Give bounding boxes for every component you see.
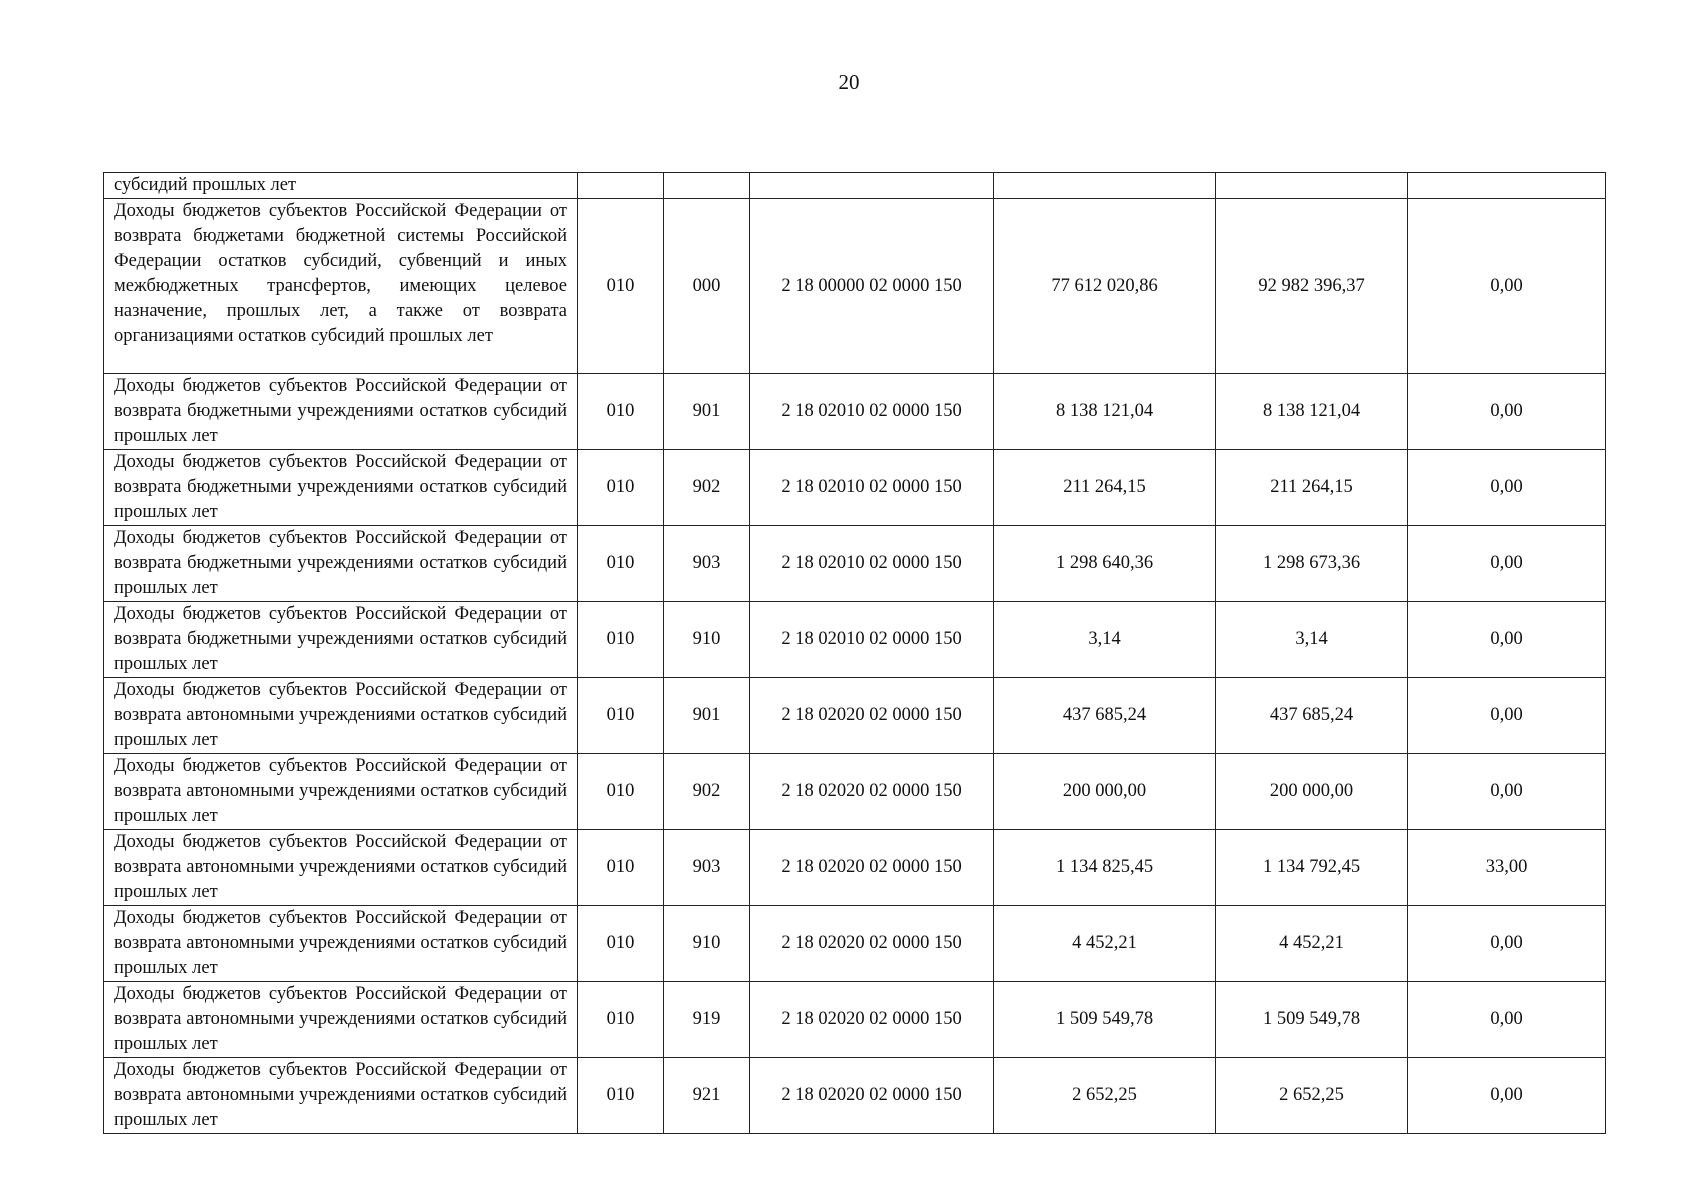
row-value1: 8 138 121,04 [994, 374, 1216, 450]
row-description: Доходы бюджетов субъектов Российской Федерации от возврата бюджетами бюджетной системы Российской Федерации остатков субсидий, субвенций и иных межбюджетных трансфертов, имеющих целевое назначение, прошлых лет, а также от возврата организациями остатков субсидий прошлых лет [104, 199, 578, 374]
row-value1: 437 685,24 [994, 678, 1216, 754]
row-kbk: 2 18 02010 02 0000 150 [750, 450, 994, 526]
row-value3: 0,00 [1408, 982, 1606, 1058]
row-value1: 1 298 640,36 [994, 526, 1216, 602]
row-code1: 010 [578, 526, 664, 602]
table-row [104, 678, 1606, 754]
table-row [104, 906, 1606, 982]
row-code2: 910 [664, 906, 750, 982]
row-description: Доходы бюджетов субъектов Российской Федерации от возврата автономными учреждениями остатков субсидий прошлых лет [104, 678, 578, 754]
row-value2: 1 298 673,36 [1216, 526, 1408, 602]
row-code2: 000 [664, 199, 750, 374]
row-value3: 0,00 [1408, 602, 1606, 678]
row-code1: 010 [578, 374, 664, 450]
row-description: Доходы бюджетов субъектов Российской Федерации от возврата бюджетными учреждениями остатков субсидий прошлых лет [104, 450, 578, 526]
row-kbk: 2 18 02020 02 0000 150 [750, 1058, 994, 1134]
row-value3: 0,00 [1408, 678, 1606, 754]
row-description: Доходы бюджетов субъектов Российской Федерации от возврата автономными учреждениями остатков субсидий прошлых лет [104, 754, 578, 830]
row-description: Доходы бюджетов субъектов Российской Федерации от возврата бюджетными учреждениями остатков субсидий прошлых лет [104, 374, 578, 450]
row-code2: 901 [664, 374, 750, 450]
row-code2: 921 [664, 1058, 750, 1134]
row-code1: 010 [578, 1058, 664, 1134]
row-kbk: 2 18 02020 02 0000 150 [750, 754, 994, 830]
row-value2: 92 982 396,37 [1216, 199, 1408, 374]
row-description: Доходы бюджетов субъектов Российской Федерации от возврата автономными учреждениями остатков субсидий прошлых лет [104, 1058, 578, 1134]
row-value3: 33,00 [1408, 830, 1606, 906]
row-value2: 1 134 792,45 [1216, 830, 1408, 906]
budget-table [103, 172, 1606, 1134]
row-value2: 8 138 121,04 [1216, 374, 1408, 450]
row-value3: 0,00 [1408, 199, 1606, 374]
row-code2: 910 [664, 602, 750, 678]
table-row [104, 830, 1606, 906]
row-value1: 4 452,21 [994, 906, 1216, 982]
row-code1: 010 [578, 982, 664, 1058]
row-code2 [664, 173, 750, 199]
row-code1: 010 [578, 199, 664, 374]
row-value3: 0,00 [1408, 1058, 1606, 1134]
row-value1: 77 612 020,86 [994, 199, 1216, 374]
row-code1 [578, 173, 664, 199]
row-value1: 3,14 [994, 602, 1216, 678]
row-description: Доходы бюджетов субъектов Российской Федерации от возврата автономными учреждениями остатков субсидий прошлых лет [104, 830, 578, 906]
table-body [104, 173, 1606, 1134]
row-description: субсидий прошлых лет [104, 173, 578, 199]
table-row [104, 199, 1606, 374]
row-code1: 010 [578, 678, 664, 754]
row-value2: 2 652,25 [1216, 1058, 1408, 1134]
table-row [104, 526, 1606, 602]
row-kbk: 2 18 02020 02 0000 150 [750, 906, 994, 982]
table-row [104, 173, 1606, 199]
row-value2 [1216, 173, 1408, 199]
row-code1: 010 [578, 450, 664, 526]
row-description: Доходы бюджетов субъектов Российской Федерации от возврата автономными учреждениями остатков субсидий прошлых лет [104, 906, 578, 982]
row-description: Доходы бюджетов субъектов Российской Федерации от возврата бюджетными учреждениями остатков субсидий прошлых лет [104, 526, 578, 602]
row-value3 [1408, 173, 1606, 199]
row-code1: 010 [578, 830, 664, 906]
table-row [104, 450, 1606, 526]
row-value3: 0,00 [1408, 906, 1606, 982]
row-code2: 919 [664, 982, 750, 1058]
row-value3: 0,00 [1408, 526, 1606, 602]
row-kbk: 2 18 02010 02 0000 150 [750, 374, 994, 450]
table-row [104, 374, 1606, 450]
row-kbk: 2 18 02010 02 0000 150 [750, 602, 994, 678]
row-value2: 4 452,21 [1216, 906, 1408, 982]
row-kbk: 2 18 02010 02 0000 150 [750, 526, 994, 602]
row-description: Доходы бюджетов субъектов Российской Федерации от возврата автономными учреждениями остатков субсидий прошлых лет [104, 982, 578, 1058]
table-row [104, 1058, 1606, 1134]
row-code2: 902 [664, 450, 750, 526]
row-code2: 901 [664, 678, 750, 754]
table-row [104, 754, 1606, 830]
row-description: Доходы бюджетов субъектов Российской Федерации от возврата бюджетными учреждениями остатков субсидий прошлых лет [104, 602, 578, 678]
row-kbk: 2 18 02020 02 0000 150 [750, 830, 994, 906]
row-value2: 3,14 [1216, 602, 1408, 678]
row-code1: 010 [578, 906, 664, 982]
page-number: 20 [838, 70, 860, 94]
row-kbk: 2 18 02020 02 0000 150 [750, 678, 994, 754]
row-code2: 902 [664, 754, 750, 830]
row-value1: 200 000,00 [994, 754, 1216, 830]
row-kbk [750, 173, 994, 199]
row-value2: 211 264,15 [1216, 450, 1408, 526]
row-code2: 903 [664, 526, 750, 602]
row-value2: 437 685,24 [1216, 678, 1408, 754]
row-code2: 903 [664, 830, 750, 906]
row-kbk: 2 18 02020 02 0000 150 [750, 982, 994, 1058]
row-value1: 1 134 825,45 [994, 830, 1216, 906]
row-value3: 0,00 [1408, 754, 1606, 830]
row-value2: 1 509 549,78 [1216, 982, 1408, 1058]
row-value1: 211 264,15 [994, 450, 1216, 526]
row-code1: 010 [578, 754, 664, 830]
row-value1: 2 652,25 [994, 1058, 1216, 1134]
row-kbk: 2 18 00000 02 0000 150 [750, 199, 994, 374]
row-value1 [994, 173, 1216, 199]
row-value1: 1 509 549,78 [994, 982, 1216, 1058]
row-value2: 200 000,00 [1216, 754, 1408, 830]
row-value3: 0,00 [1408, 450, 1606, 526]
table-row [104, 602, 1606, 678]
row-code1: 010 [578, 602, 664, 678]
table-row [104, 982, 1606, 1058]
row-value3: 0,00 [1408, 374, 1606, 450]
